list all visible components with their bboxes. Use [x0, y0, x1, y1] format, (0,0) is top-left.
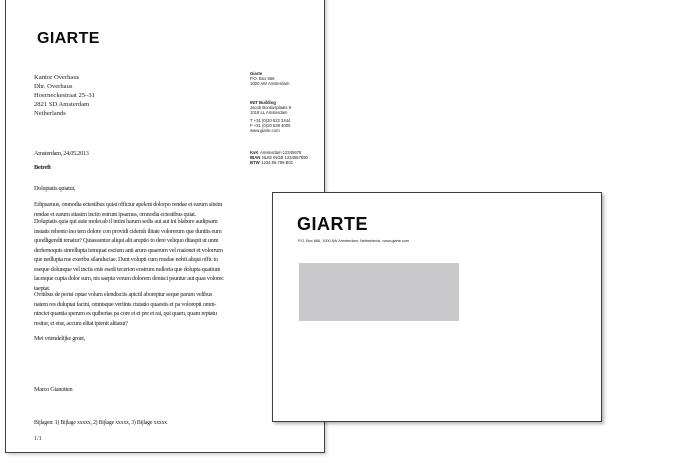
- body-line: instatis rehento ino tem dolore con providi cidemh ilitate volorerum que duntiis eum: [34, 227, 222, 235]
- sender-visiting-group: [250, 101, 291, 116]
- btw-value: 1234.56.789.B01: [261, 159, 294, 165]
- giarte-logo: GIARTE: [297, 214, 369, 234]
- body-paragraph-2: [34, 217, 224, 293]
- sender-visiting-line: Jacob Bontiusplaats 9: [250, 104, 291, 110]
- attachments-line: Bijlagen: 1) Bijlage xxxxx, 2) Bijlage xxxxx, 3) Bijlage xxxxx: [34, 420, 167, 426]
- date-line: Amsterdam, 24.05.2013: [34, 150, 89, 157]
- body-line: Edipsamus, omnodia ectestibus quiat offictur apelent dolorpo rendae et earum sitsim: [34, 201, 223, 208]
- sender-btw-line: [250, 161, 308, 166]
- sender-fax-line: F +31 (0)20 638 4005: [250, 122, 291, 128]
- sender-building-name: INIT Building: [250, 100, 276, 105]
- body-line: derfernoquis sinrellupta iumquat escium anti arum quaerum vel maionet et volorrum: [34, 246, 223, 254]
- sender-visiting-line: 1018 LL Amsterdam: [250, 109, 288, 115]
- sender-phone-line: T +31 (0)20 622 3444: [250, 118, 291, 123]
- sender-postal-line: 1000 AW Amsterdam: [250, 80, 290, 86]
- body-line: lacesque cupta dolor sum, nis saepta verum dolorem denisci psuntur aut quas volorec: [34, 275, 224, 282]
- sender-postal-group: [250, 72, 289, 87]
- recipient-address-block: [34, 73, 95, 118]
- body-line: eseque dolunque vel inciis enis esedi tecerion eostrum nulloria que dolupta quatiunt: [34, 265, 220, 273]
- kvk-value: Amsterdam 12345678: [259, 150, 302, 155]
- recipient-line: Netherlands: [34, 110, 66, 117]
- page-number: 1/1: [34, 436, 42, 442]
- body-line: taeptat.: [34, 284, 50, 292]
- body-line: Ovitibus de perisi optae volum elendisciis apictil aboreptur seque parum velibus: [34, 291, 213, 298]
- sender-company-name: Giarte: [250, 71, 263, 76]
- btw-label: BTW: [250, 159, 260, 165]
- kvk-label: KvK: [250, 150, 259, 155]
- sender-postal-line: P.O. Box 866: [250, 75, 275, 81]
- body-line: natem res duluptat facini, omnisque veriinis ctutatio quaestis et pa volorepti omni-: [34, 300, 217, 308]
- salutation: Doluptatis quiatui,: [34, 185, 76, 192]
- subject-label: Betreft: [34, 164, 51, 171]
- body-line: Doluptatis quia qut aute molecab il imint harum sedis aut aut ini blabore audipsam: [34, 218, 218, 225]
- envelope-address-window: [299, 263, 459, 321]
- sender-website-line: www.giarte.com: [250, 127, 280, 133]
- closing-line: Met vriendelijke groet,: [34, 335, 85, 342]
- recipient-line: Hoerneckestraat 25–31: [34, 92, 95, 99]
- body-line: que nedlupta me exeribu silanduciae. Dunt volupti cum mudae nobit aliqui offic to: [34, 256, 218, 263]
- sender-legal-group: [250, 151, 308, 166]
- body-line: restiur, et etur, accum elitat ipienit alitatur?: [34, 319, 128, 327]
- giarte-logo: GIARTE: [37, 30, 100, 47]
- body-line: ninciet quantia sperum es quiberias pa core et et pre et rai, qui quam, quam reptatu: [34, 310, 217, 317]
- body-line: quodligendit renatur? Quiassuntur aliqui alit aruptio to dere veliquo ditaspit ut unnt: [34, 237, 218, 244]
- envelope-return-address: P.O. Box 866, 1000 AW Amsterdam, Netherlands, www.giarte.com: [298, 238, 410, 243]
- body-paragraph-3: [34, 290, 217, 328]
- iban-value: NL82 INGB 1234567890: [261, 154, 308, 160]
- iban-label: IBAN: [250, 154, 261, 160]
- signature-name: Marco Gianotten: [34, 386, 73, 393]
- recipient-line: Dhr. Overhaus: [34, 83, 73, 90]
- envelope: [272, 192, 602, 422]
- sender-contact-group: [250, 119, 290, 134]
- recipient-line: 2821 SD Amsterdam: [34, 101, 90, 108]
- recipient-line: Kantor Overhaus: [34, 74, 80, 81]
- body-line: rendae et earum sitasim inctio estrunt ipsamus, omnodia ectestibus quiat.: [34, 210, 196, 218]
